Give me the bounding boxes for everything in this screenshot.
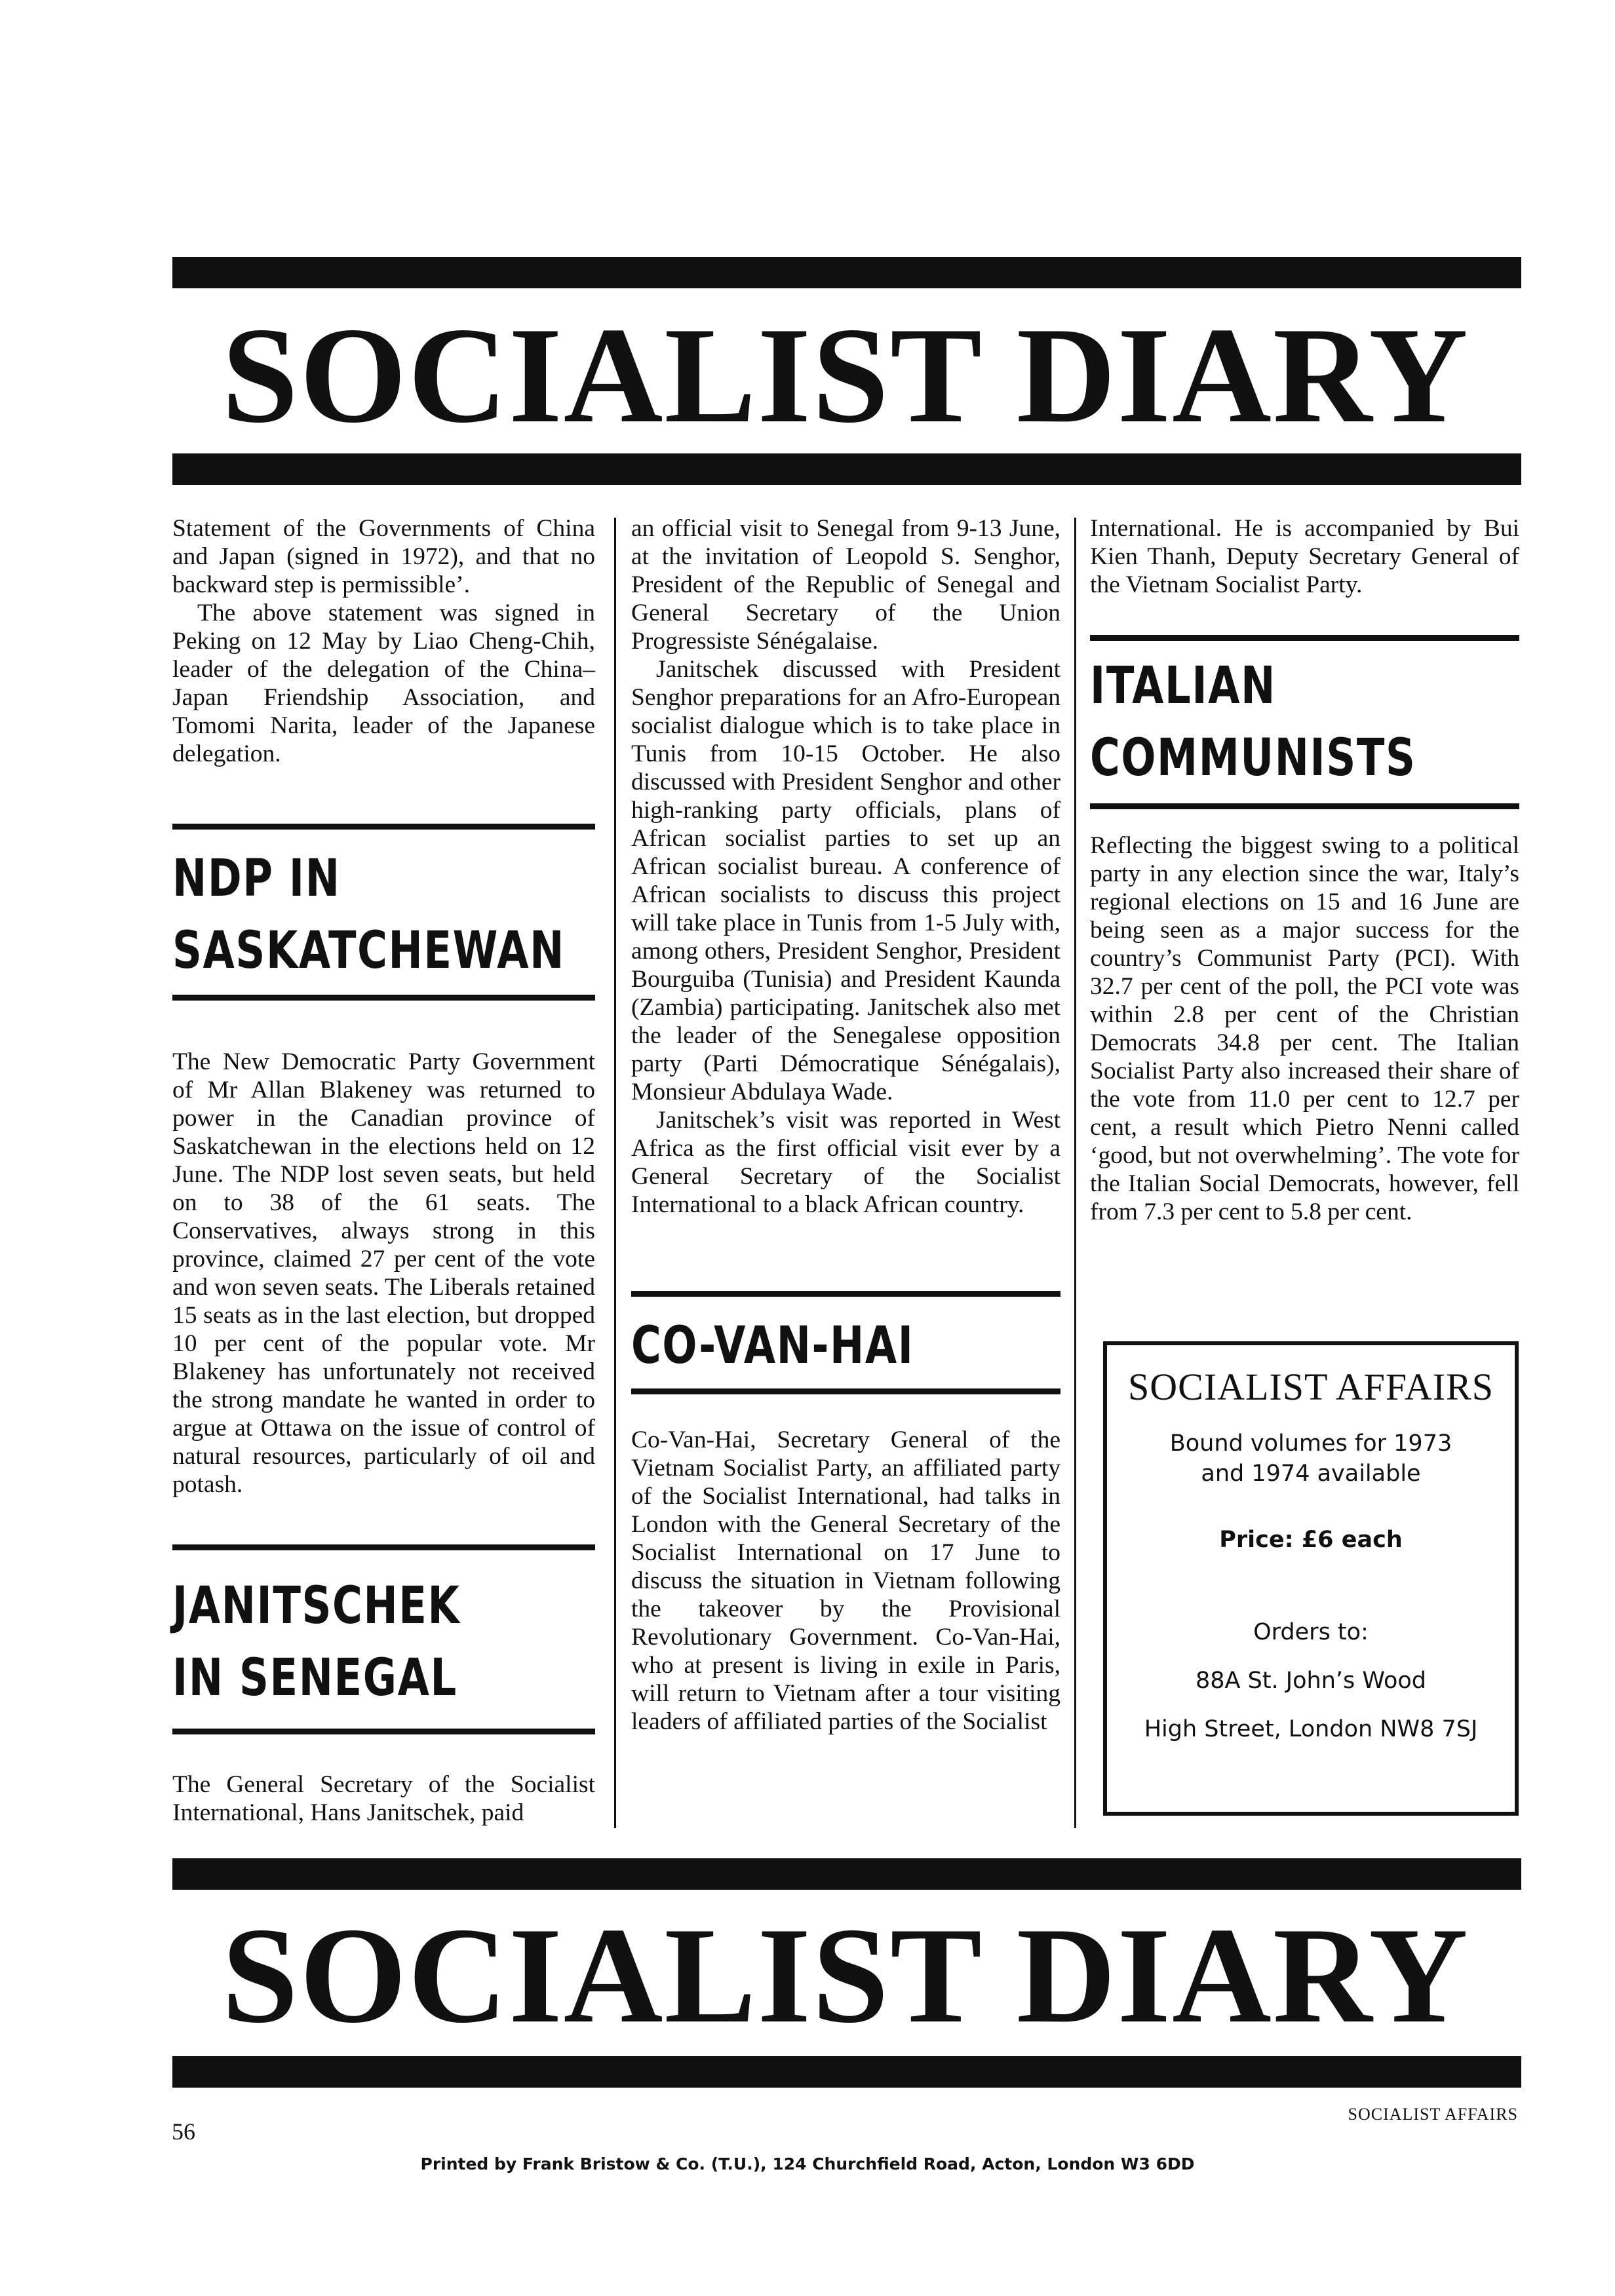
column-divider-right [1074, 518, 1076, 1828]
printer-credit: Printed by Frank Bristow & Co. (T.U.), 124 Churchfield Road, Acton, London W3 6DD [420, 2154, 1195, 2173]
ad-title: SOCIALIST AFFAIRS [1128, 1366, 1494, 1408]
janitschek-article-start: The General Secretary of the Socialist International, Hans Janitschek, paid [172, 1771, 595, 1826]
column-divider-left [614, 518, 616, 1828]
section-rule [631, 1388, 1060, 1394]
section-rule [1090, 635, 1519, 641]
column-1 [172, 514, 595, 1827]
covanhai-article-body: Co-Van-Hai, Secretary General of the Vietnam Socialist Party, an affiliated party of the Socialist International, had talks in London with the General Secretary of the Socialist International on 17 June to discuss the situation in Vietnam following the takeover by the Provisional Revolutionary Government. Co-Van-Hai, who at present is living in exile in Paris, will return to Vietnam after a tour visiting leaders of affiliated parties of the Socialist [631, 1426, 1060, 1735]
ad-address-line1: 88A St. John’s Wood [1196, 1668, 1426, 1694]
italian-headline-line2: COMMUNISTS [1090, 729, 1416, 788]
masthead-top-bar [172, 257, 1521, 288]
ndp-article-body: The New Democratic Party Government of Mr Allan Blakeney was returned to power in the Canadian province of Saskatchewan in the elections held on 12 June. The NDP lost seven seats, but held on to 38 of the 61 seats. The Conservatives, always strong in this province, claimed 27 per cent of the vote and won seven seats. The Liberals retained 15 seats as in the last election, but dropped 10 per cent of the popular vote. Mr Blakeney has unfortunately not received the strong mandate he wanted in order to argue at Ottawa on the issue of control of natural resources, particularly of oil and potash. [172, 1048, 595, 1498]
masthead-top-underbar [172, 453, 1521, 485]
china-japan-statement: Statement of the Governments of China and Japan (signed in 1972), and that no backward step is permissible’. [172, 515, 595, 598]
china-japan-statement-signing: The above statement was signed in Peking on 12 May by Liao Cheng-Chih, leader of the delegation of the China–Japan Friendship Association, and Tomomi Narita, leader of the Japanese delegation. [172, 600, 595, 767]
covanhai-article-end: International. He is accompanied by Bui Kien Thanh, Deputy Secretary General of the Vietnam Socialist Party. [1090, 515, 1519, 598]
janitschek-headline-line2: IN SENEGAL [172, 1649, 457, 1708]
masthead-bottom-underbar [172, 2056, 1521, 2088]
janitschek-headline-block [172, 1550, 595, 1729]
page-number: 56 [172, 2118, 195, 2145]
section-rule [172, 995, 595, 1001]
ad-bound-volumes: Bound volumes for 1973 [1169, 1430, 1452, 1457]
ad-availability: and 1974 available [1201, 1461, 1421, 1487]
masthead-title-bottom: SOCIALIST DIARY [222, 1900, 1469, 2052]
section-rule [631, 1291, 1060, 1297]
janitschek-visit-report: Janitschek’s visit was reported in West Africa as the first official visit ever by a General Secretary of the Socialist International to a black African country. [631, 1107, 1060, 1218]
section-rule [172, 1729, 595, 1734]
section-rule [172, 1544, 595, 1550]
janitschek-headline-line1: JANITSCHEK [172, 1577, 461, 1636]
covanhai-headline-block [631, 1297, 1060, 1388]
ad-price: Price: £6 each [1219, 1527, 1403, 1553]
section-rule [172, 824, 595, 830]
italian-headline-block [1090, 641, 1519, 803]
ndp-headline-line2: SASKATCHEWAN [172, 921, 565, 980]
janitschek-senghor-talks: Janitschek discussed with President Senghor preparations for an Afro-European socialist dialogue which is to take place in Tunis from 10-15 October. He also discussed with President Senghor and other high-ranking party officials, plans of African socialist parties to set up an African socialist bureau. A conference of African socialists to discuss this project will take place in Tunis from 1-5 July with, among others, President Senghor, President Bourguiba (Tunisia) and President Kaunda (Zambia) participating. Janitschek also met the leader of the Senegalese opposition party (Parti Démocratique Sénégalais), Monsieur Abdulaya Wade. [631, 656, 1060, 1105]
ad-address-line2: High Street, London NW8 7SJ [1144, 1716, 1478, 1742]
masthead-bottom-bar [172, 1858, 1521, 1890]
italian-article-body: Reflecting the biggest swing to a political party in any election since the war, Italy’s regional elections on 15 and 16 June are being seen as a major success for the country’s Communist Party (PCI). With 32.7 per cent of the poll, the PCI vote was within 2.8 per cent of the Christian Democrats 34.8 per cent. The Italian Socialist Party also increased their share of the vote from 11.0 per cent to 12.7 per cent, a result which Pietro Nenni called ‘good, but not overwhelming’. The vote for the Italian Social Democrats, however, fell from 7.3 per cent to 5.8 per cent. [1090, 832, 1519, 1225]
socialist-affairs-ad [1103, 1341, 1519, 1816]
column-3 [1090, 514, 1519, 1226]
ad-orders-label: Orders to: [1253, 1619, 1369, 1645]
italian-headline-line1: ITALIAN [1090, 657, 1276, 716]
janitschek-article-continued: an official visit to Senegal from 9-13 June, at the invitation of Leopold S. Senghor, President of the Republic of Senegal and General Secretary of the Union Progressiste Sénégalaise. [631, 515, 1060, 655]
covanhai-headline: CO-VAN-HAI [631, 1316, 914, 1375]
masthead-title-top: SOCIALIST DIARY [222, 299, 1469, 451]
column-2 [631, 514, 1060, 1736]
section-rule [1090, 803, 1519, 809]
journal-name: SOCIALIST AFFAIRS [1348, 2105, 1518, 2124]
ndp-headline-block [172, 830, 595, 995]
ndp-headline-line1: NDP IN [172, 849, 341, 908]
